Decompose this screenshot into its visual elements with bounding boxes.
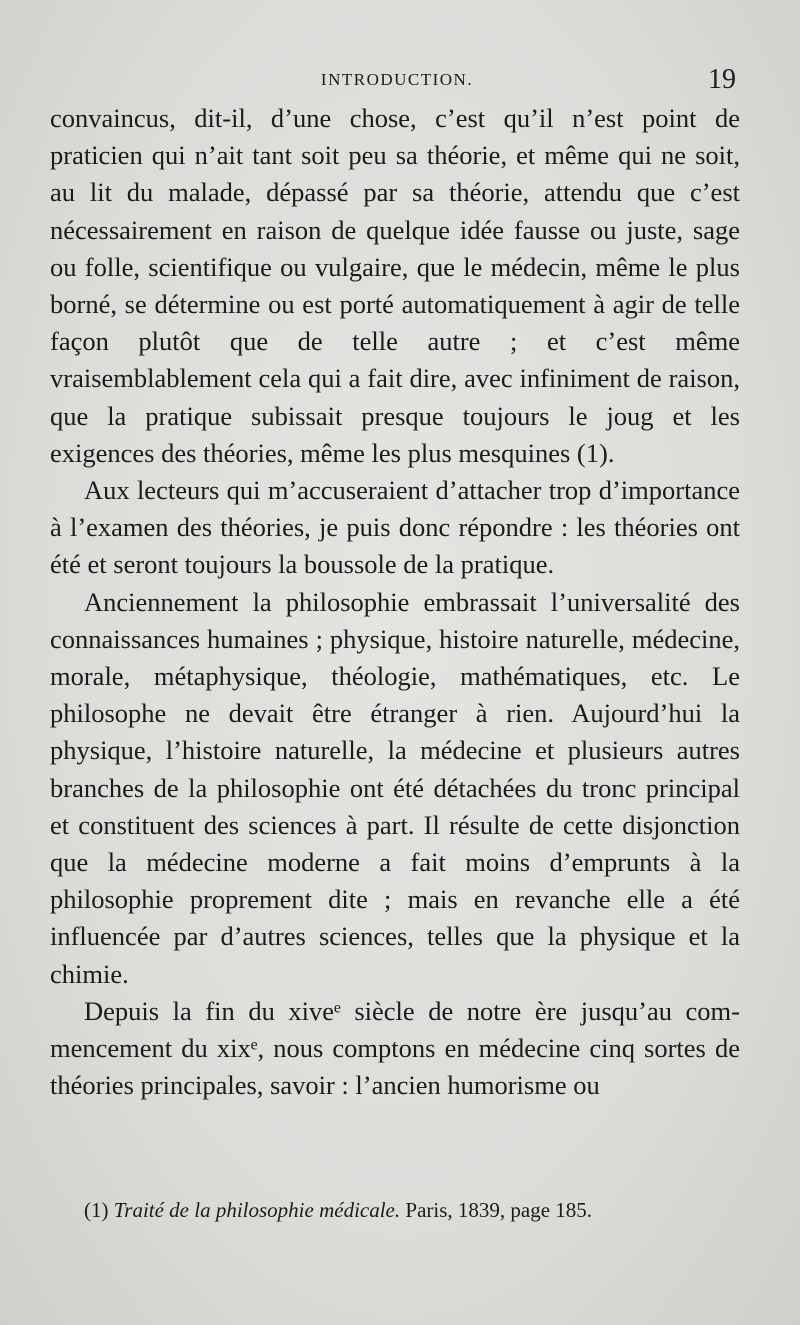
running-title: INTRODUCTION. bbox=[320, 70, 474, 89]
page-number: 19 bbox=[708, 64, 736, 95]
footnote-details: Paris, 1839, page 185. bbox=[405, 1198, 593, 1222]
paragraph-2: Aux lecteurs qui m’accuseraient d’attacher trop d’importance à l’examen des théories, je puis donc répondre : les théories ont été et seront toujours la boussole de la pratique. bbox=[50, 475, 740, 580]
footnote-title: Traité de la philosophie médicale. bbox=[113, 1198, 401, 1222]
footnote-marker: (1) bbox=[84, 1198, 109, 1222]
paragraph-1: convaincus, dit-il, d’une chose, c’est qu’il n’est point de praticien qui n’ait tant soit peu sa théorie, et même qui ne soit, au lit du malade, dépassé par sa théorie, attendu que c’est nécessairement en raison de quelque idée fausse ou juste, sage ou folle, scientifique ou vulgaire, que le médecin, même le plus borné, se détermine ou est porté automatiquement à agir de telle façon plutôt que de telle autre ; et c’est même vraisemblablement cela qui a fait dire, avec infiniment de raison, que la pratique subissait presque toujours le joug et les exigences des théories, même les plus mesquines (1). bbox=[50, 103, 740, 468]
footnote bbox=[84, 1196, 734, 1224]
paragraph-4: Depuis la fin du xiveᵉ siècle de notre ère jusqu’au commencement du xixᵉ, nous comptons en médecine cinq sortes de théories principales, savoir : l’ancien humorisme ou bbox=[50, 995, 740, 1101]
paragraph-3: Anciennement la philosophie embrassait l’universalité des connaissances humaines ; physique, histoire naturelle, médecine, morale, métaphysique, théologie, mathématiques, etc. Le philosophe ne devait être étranger à rien. Aujourd’hui la physique, l’histoire naturelle, la médecine et plusieurs autres branches de la philosophie ont été détachées du tronc principal et constituent des sciences à part. Il résulte de cette disjonction que la médecine moderne a fait moins d’emprunts à la philosophie proprement dite ; mais en revanche elle a été influencée par d’autres sciences, telles que la physique et la chimie. bbox=[50, 586, 740, 989]
page-header bbox=[52, 64, 742, 100]
body-text bbox=[50, 100, 740, 1104]
